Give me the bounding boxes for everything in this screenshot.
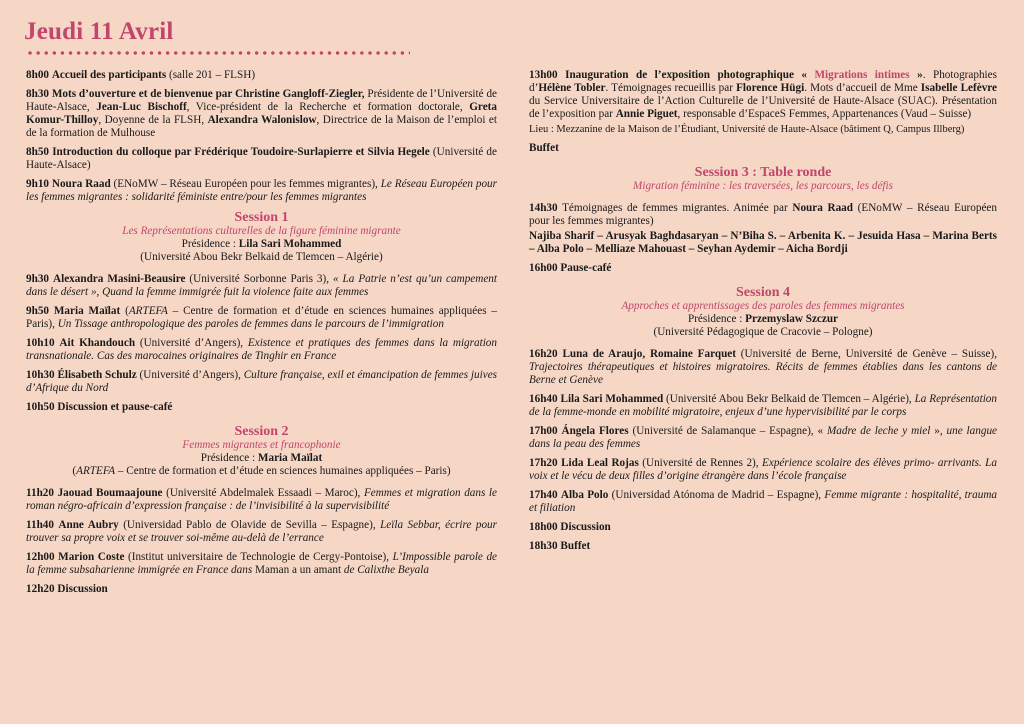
program-entry bbox=[26, 337, 497, 363]
speaker-name: Jaouad Boumaajoune bbox=[57, 487, 163, 499]
talk-title: « La Patrie n’est qu’un campement dans le désert », Quand la femme immigrée fuit la violence faite aux femmes bbox=[26, 273, 498, 298]
entry-time: 12h20 bbox=[26, 583, 55, 595]
entry-time: 9h10 bbox=[26, 178, 50, 190]
entry-time: 9h50 bbox=[26, 305, 50, 317]
entry-time: 12h00 bbox=[26, 551, 55, 563]
entry-time: 9h30 bbox=[26, 273, 50, 285]
chair-label: Présidence : bbox=[687, 313, 746, 325]
talk-title: Un Tissage anthropologique des paroles de femmes dans le parcours de l’immigration bbox=[57, 318, 444, 330]
talk-title: Leïla Sebbar, écrire pour trouver sa propre voix et se trouver soi-même au-delà de l’errance bbox=[26, 519, 497, 544]
entry-detail: . Témoignages recueillis par bbox=[605, 82, 737, 94]
chair-label: Présidence : bbox=[200, 452, 258, 464]
entry-time: 13h00 bbox=[529, 69, 558, 81]
entry-time: 10h10 bbox=[26, 337, 55, 349]
program-entry bbox=[529, 521, 997, 534]
entry-detail: . Photographies d’ bbox=[529, 69, 997, 94]
speaker-name: Anne Aubry bbox=[58, 519, 119, 531]
organization: ARTEFA bbox=[76, 465, 116, 477]
entry-text: Accueil des participants bbox=[51, 69, 167, 81]
entry-time: 18h30 bbox=[529, 540, 558, 552]
entry-time: 18h00 bbox=[529, 521, 558, 533]
entry-time: 8h30 bbox=[26, 88, 50, 100]
entry-text: » bbox=[909, 69, 923, 81]
talk-title: Expérience scolaire des élèves primo- arrivants. La voix et le vécu de deux filles d’origine étrangère dans l’école française bbox=[529, 457, 997, 482]
program-entry bbox=[26, 401, 497, 414]
entry-text: Discussion bbox=[560, 521, 611, 533]
session-title: Session 2 bbox=[234, 424, 289, 439]
speaker-affiliation: (Université Abou Bekr Belkaid de Tlemcen – Algérie), bbox=[663, 393, 915, 405]
program-entry bbox=[26, 583, 497, 596]
entry-time: 8h00 bbox=[26, 69, 50, 81]
session-chair bbox=[529, 313, 997, 326]
program-entry bbox=[529, 348, 997, 387]
speaker-name: Jean-Luc Bischoff bbox=[96, 101, 187, 113]
entry-time: 16h00 bbox=[529, 262, 558, 274]
talk-title: Femmes et migration dans le roman négro-africain d’expression française : de l’invisibilité à la supervisibilité bbox=[26, 487, 497, 512]
speaker-name: Maria Maïlat bbox=[53, 305, 121, 317]
entry-detail: Témoignages de femmes migrantes. Animée par bbox=[557, 202, 793, 214]
speaker-affiliation: (Institut universitaire de Technologie de Cergy-Pontoise), bbox=[124, 551, 393, 563]
entry-time: 17h40 bbox=[529, 489, 558, 501]
program-entry bbox=[529, 425, 997, 451]
entry-time: 11h40 bbox=[26, 519, 54, 531]
entry-detail: (Université de Haute-Alsace) bbox=[26, 146, 497, 171]
program-entry bbox=[26, 178, 497, 204]
session-chair bbox=[26, 238, 497, 251]
entry-detail: Présidente de l’Université de Haute-Alsace, bbox=[26, 88, 498, 113]
talk-title: Le Réseau Européen pour les femmes migrantes : solidarité féministe entre/pour les femmes migrantes bbox=[26, 178, 497, 203]
entry-text: Inauguration de l’exposition photographique « bbox=[565, 69, 815, 81]
chair-name: Przemyslaw Szczur bbox=[745, 313, 839, 325]
talk-title: Trajectoires thérapeutiques et histoires migratoires. Récits de femmes établies dans les cantons de Berne et Genève bbox=[529, 361, 997, 386]
chair-name: Maria Maïlat bbox=[257, 452, 323, 464]
speaker-affiliation: (Université Sorbonne Paris 3), bbox=[185, 273, 333, 285]
speaker-affiliation: – Centre de formation et d’étude en sciences humaines appliquées – Paris), bbox=[26, 305, 498, 330]
chair-affiliation: (Université Abou Bekr Belkaid de Tlemcen – Algérie) bbox=[140, 251, 383, 263]
right-column bbox=[529, 69, 997, 559]
entry-text: Discussion et pause-café bbox=[57, 401, 173, 413]
speaker-name: Alexandra Masini-Beausire bbox=[53, 273, 186, 285]
chair-affiliation: (Université Pédagogique de Cracovie – Pologne) bbox=[653, 326, 873, 338]
talk-title: Femme migrante : hospitalité, trauma et filiation bbox=[529, 489, 998, 514]
speaker-affiliation: ( bbox=[120, 305, 129, 317]
moderator-name: Noura Raad bbox=[792, 202, 853, 214]
chair-affiliation-text: – Centre de formation et d’étude en sciences humaines appliquées – Paris) bbox=[115, 465, 451, 477]
program-entry bbox=[529, 262, 997, 275]
session-subtitle: Migration féminine : les traversées, les parcours, les défis bbox=[633, 180, 893, 192]
person-name: Hélène Tobler bbox=[538, 82, 606, 94]
talk-title: La Représentation de la femme-monde en mobilité migratoire, enjeux d’une hypervisibilité par le corps bbox=[529, 393, 997, 418]
session-subtitle: Approches et apprentissages des paroles des femmes migrantes bbox=[621, 300, 905, 312]
session-subtitle: Les Représentations culturelles de la figure féminine migrante bbox=[122, 225, 401, 237]
talk-title: de Calixthe Beyala bbox=[341, 564, 429, 576]
speaker-affiliation: », bbox=[930, 425, 947, 437]
dotted-divider bbox=[26, 50, 410, 56]
speaker-affiliation: (Université d’Angers), bbox=[136, 369, 244, 381]
entry-time: 10h50 bbox=[26, 401, 55, 413]
page-title: Jeudi 11 Avril bbox=[24, 18, 174, 45]
program-entry bbox=[26, 487, 497, 513]
session-title: Session 1 bbox=[234, 210, 289, 225]
speaker-affiliation: (Université Abdelmalek Essaadi – Maroc), bbox=[162, 487, 364, 499]
speaker-name: Ait Khandouch bbox=[59, 337, 136, 349]
speaker-affiliation: (Universidad Atónoma de Madrid – Espagne), bbox=[608, 489, 825, 501]
program-entry bbox=[26, 305, 497, 331]
speaker-name: Ángela Flores bbox=[561, 425, 629, 437]
speaker-name: Marion Coste bbox=[58, 551, 125, 563]
entry-text: Introduction du colloque par Frédérique Toudoire-Surlapierre et Silvia Hegele bbox=[52, 146, 430, 158]
program-entry bbox=[26, 88, 497, 140]
organization: ARTEFA bbox=[128, 305, 168, 317]
entry-detail: , Directrice de la Maison de l’emploi et de la formation de Mulhouse bbox=[26, 114, 497, 139]
program-entry bbox=[26, 551, 497, 577]
entry-time: 16h40 bbox=[529, 393, 558, 405]
entry-detail: , Doyenne de la FLSH, bbox=[98, 114, 208, 126]
entry-text: Buffet bbox=[560, 540, 591, 552]
speaker-affiliation: (Université d’Angers), bbox=[135, 337, 248, 349]
session-subtitle: Femmes migrantes et francophonie bbox=[182, 439, 341, 451]
program-entry bbox=[26, 369, 497, 395]
speaker-name: Élisabeth Schulz bbox=[57, 369, 137, 381]
entry-text: Mots d’ouverture et de bienvenue par Christine Gangloff-Ziegler, bbox=[51, 88, 365, 100]
entry-time: 11h20 bbox=[26, 487, 54, 499]
chair-label: Présidence : bbox=[181, 238, 239, 250]
exhibition-title: Migrations intimes bbox=[814, 69, 910, 81]
program-entry bbox=[529, 69, 997, 121]
speaker-name: Greta Komur-Thilloy bbox=[26, 101, 497, 126]
work-title: Maman a un amant bbox=[255, 564, 342, 576]
program-entry bbox=[26, 273, 497, 299]
speaker-affiliation: (Université de Berne, Université de Genève – Suisse), bbox=[735, 348, 997, 360]
speaker-name: Alba Polo bbox=[560, 489, 609, 501]
left-column bbox=[26, 69, 497, 602]
speaker-name: Lila Sari Mohammed bbox=[560, 393, 664, 405]
speaker-name: Noura Raad bbox=[51, 178, 111, 190]
program-entry bbox=[529, 202, 997, 228]
person-name: Annie Piguet bbox=[615, 108, 678, 120]
entry-time: 16h20 bbox=[529, 348, 558, 360]
entry-time: 8h50 bbox=[26, 146, 50, 158]
program-entry bbox=[26, 146, 497, 172]
entry-detail: (salle 201 – FLSH) bbox=[166, 69, 256, 81]
talk-title: Existence et pratiques des femmes dans la migration transnationale. Cas des marocaines originaires de Tinghir en France bbox=[26, 337, 497, 362]
session-title: Session 3 : Table ronde bbox=[694, 165, 832, 180]
program-entry bbox=[26, 69, 497, 82]
program-entry: Buffet bbox=[529, 142, 559, 154]
venue-info: Lieu : Mezzanine de la Maison de l’Étudiant, Université de Haute-Alsace (bâtiment Q, Campus Illberg) bbox=[529, 124, 965, 135]
talk-title: Culture française, exil et émancipation de femmes juives d’Afrique du Nord bbox=[26, 369, 498, 394]
talk-title: une langue dans la peau des femmes bbox=[529, 425, 998, 450]
entry-detail: . Mots d’accueil de Mme bbox=[804, 82, 921, 94]
speaker-affiliation: (Université de Salamanque – Espagne), « bbox=[628, 425, 827, 437]
session-title: Session 4 bbox=[735, 285, 791, 300]
program-entry bbox=[529, 540, 997, 553]
entry-detail: du Service Universitaire de l’Action Culturelle de l’Université de Haute-Alsace (SUAC). Présentation de l’exposition par bbox=[529, 95, 997, 120]
entry-text: Pause-café bbox=[560, 262, 612, 274]
entry-time: 14h30 bbox=[529, 202, 558, 214]
chair-name: Lila Sari Mohammed bbox=[238, 238, 342, 250]
program-entry bbox=[529, 457, 997, 483]
speaker-affiliation: (Universidad Pablo de Olavide de Sevilla – Espagne), bbox=[118, 519, 381, 531]
program-entry bbox=[26, 519, 497, 545]
speaker-name: Alexandra Walonislow bbox=[207, 114, 317, 126]
program-entry bbox=[529, 393, 997, 419]
person-name: Florence Hügi bbox=[736, 82, 805, 94]
session-chair bbox=[26, 452, 497, 465]
entry-time: 17h20 bbox=[529, 457, 558, 469]
talk-title: L’Impossible parole de la femme subsaharienne immigrée en France dans bbox=[26, 551, 497, 576]
speaker-affiliation: (Université de Rennes 2), bbox=[638, 457, 763, 469]
speaker-affiliation: (ENoMW – Réseau Européen pour les femmes migrantes), bbox=[110, 178, 381, 190]
entry-detail: , responsable d’EspaceS Femmes, Appartenances (Vaud – Suisse) bbox=[677, 108, 972, 120]
entry-detail: , Vice-président de la Recherche et formation doctorale, bbox=[186, 101, 470, 113]
person-name: Isabelle Lefèvre bbox=[920, 82, 998, 94]
participant-names: Najiba Sharif – Arusyak Baghdasaryan – N’Biha S. – Arbenita K. – Jesuida Hasa – Marina Berts – Alba Polo – Melliaze Mahouast – Seyhan Aydemir – Aicha Bordji bbox=[529, 230, 997, 255]
entry-detail: (ENoMW – Réseau Européen pour les femmes migrantes) bbox=[529, 202, 997, 227]
talk-title: Madre de leche y miel bbox=[826, 425, 931, 437]
speaker-name: Lida Leal Rojas bbox=[561, 457, 639, 469]
entry-time: 10h30 bbox=[26, 369, 55, 381]
entry-text: Discussion bbox=[57, 583, 108, 595]
chair-affiliation: (ARTEFA – Centre de formation et d’étude en sciences humaines appliquées – Paris) bbox=[72, 465, 451, 477]
entry-time: 17h00 bbox=[529, 425, 558, 437]
program-entry bbox=[529, 489, 997, 515]
speaker-name: Luna de Araujo, Romaine Farquet bbox=[562, 348, 736, 360]
